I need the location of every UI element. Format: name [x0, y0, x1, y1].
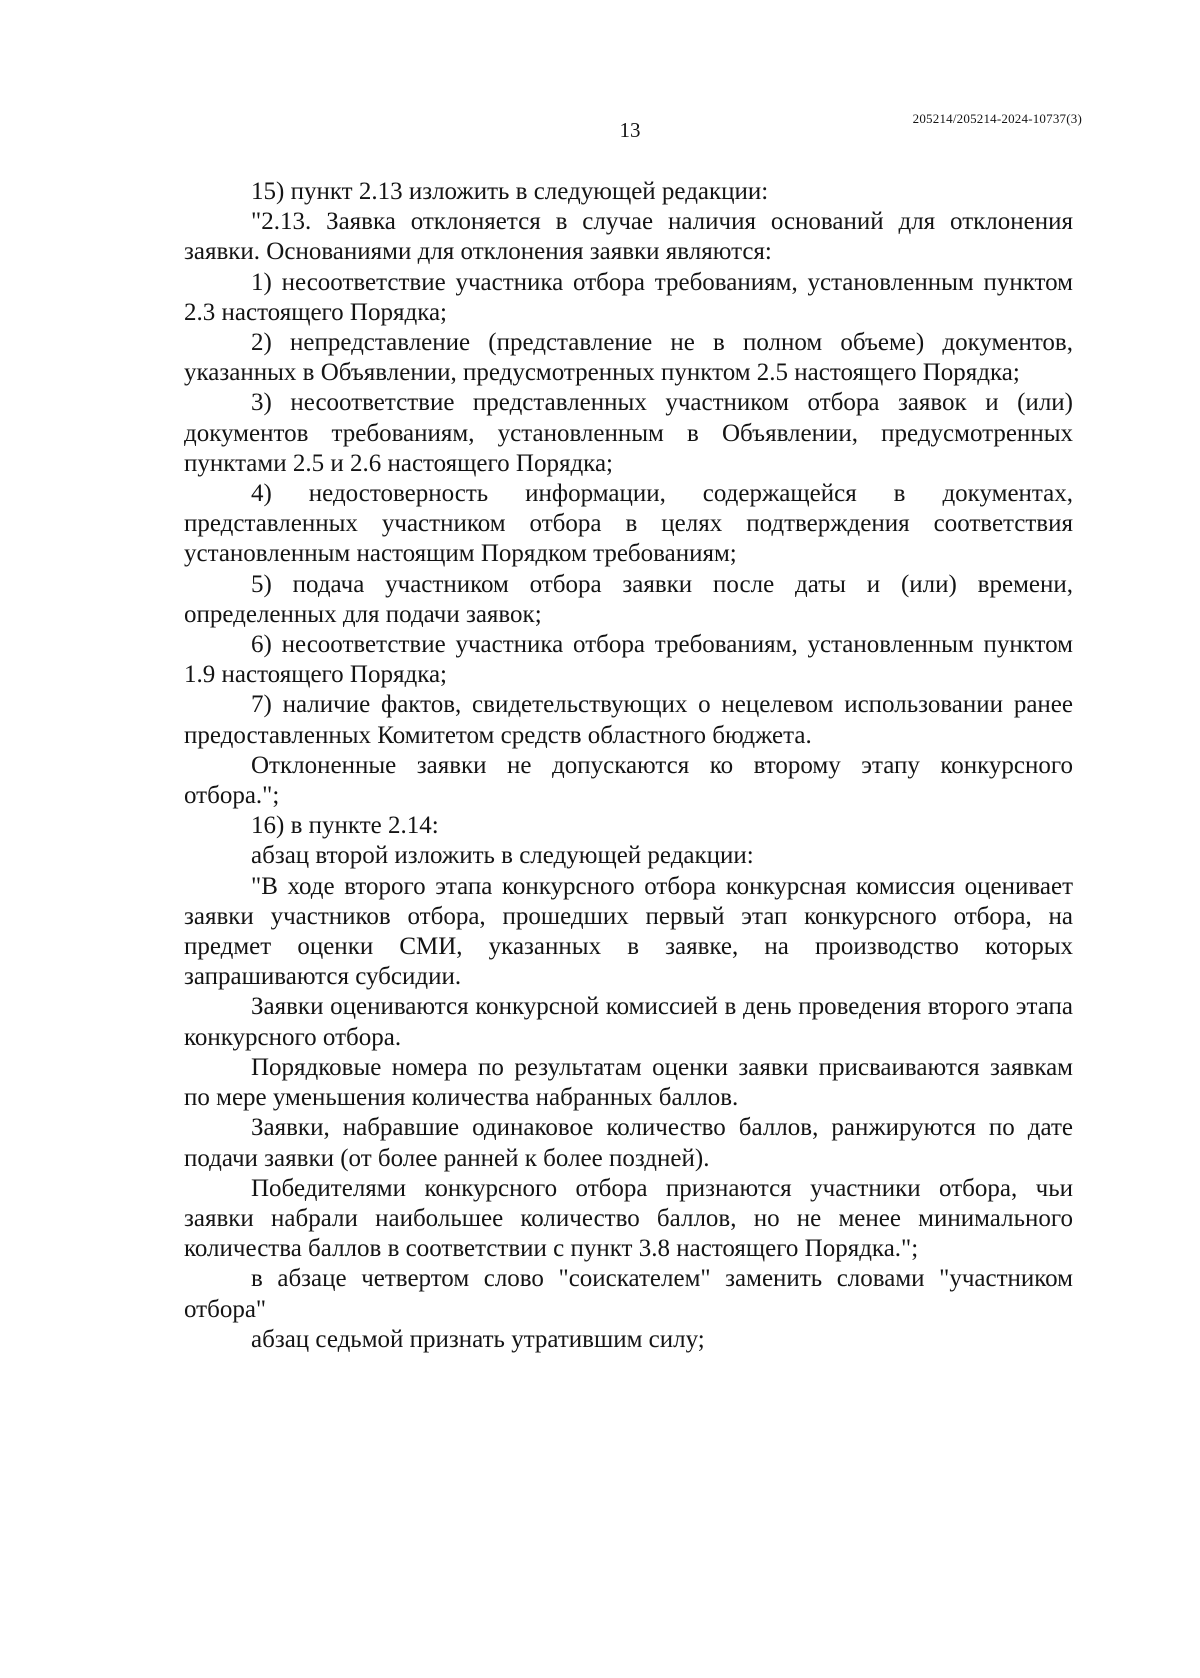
paragraph: 4) недостоверность информации, содержащейся в документах, представленных участником отбора в целях подтверждения соответствия установленным настоящим Порядком требованиям; — [184, 480, 1073, 568]
paragraph: Заявки, набравшие одинаковое количество баллов, ранжируются по дате подачи заявки (от более ранней к более поздней). — [184, 1114, 1073, 1172]
paragraph: 7) наличие фактов, свидетельствующих о нецелевом использовании ранее предоставленных Комитетом средств областного бюджета. — [184, 691, 1073, 749]
paragraph: "2.13. Заявка отклоняется в случае наличия оснований для отклонения заявки. Основаниями для отклонения заявки являются: — [184, 208, 1073, 266]
paragraph: 5) подача участником отбора заявки после даты и (или) времени, определенных для подачи заявок; — [184, 570, 1073, 628]
paragraph: в абзаце четвертом слово "соискателем" заменить словами "участником отбора" — [184, 1265, 1073, 1323]
paragraph: 2) непредставление (представление не в полном объеме) документов, указанных в Объявлении, предусмотренных пунктом 2.5 настоящего Порядка; — [184, 329, 1073, 387]
paragraph: Порядковые номера по результатам оценки заявки присваиваются заявкам по мере уменьшения количества набранных баллов. — [184, 1053, 1073, 1112]
paragraph: абзац седьмой признать утратившим силу; — [251, 1325, 705, 1353]
paragraph: абзац второй изложить в следующей редакции: — [251, 842, 754, 870]
paragraph: Заявки оцениваются конкурсной комиссией в день проведения второго этапа конкурсного отбора. — [184, 993, 1073, 1051]
paragraph: 16) в пункте 2.14: — [251, 812, 439, 840]
document-body — [184, 177, 1073, 1355]
paragraph: "В ходе второго этапа конкурсного отбора конкурсная комиссия оценивает заявки участников отбора, прошедших первый этап конкурсного отбора, на предмет оценки СМИ, указанных в заявке, на производство которых запрашиваются субсидии. — [184, 872, 1073, 991]
page-number: 13 — [619, 118, 641, 142]
paragraph: 1) несоответствие участника отбора требованиям, установленным пунктом 2.3 настоящего Порядка; — [184, 268, 1073, 326]
paragraph: 15) пункт 2.13 изложить в следующей редакции: — [251, 178, 769, 205]
paragraph: Победителями конкурсного отбора признаются участники отбора, чьи заявки набрали наибольшее количество баллов, но не менее минимального количества баллов в соответствии с пункт 3.8 настоящего Порядка."; — [184, 1174, 1073, 1263]
document-id: 205214/205214-2024-10737(3) — [912, 111, 1082, 126]
paragraph: 6) несоответствие участника отбора требованиям, установленным пунктом 1.9 настоящего Порядка; — [184, 631, 1073, 689]
paragraph: Отклоненные заявки не допускаются ко второму этапу конкурсного отбора."; — [184, 751, 1073, 810]
paragraph: 3) несоответствие представленных участником отбора заявок и (или) документов требованиям, установленным в Объявлении, предусмотренных пунктами 2.5 и 2.6 настоящего Порядка; — [184, 389, 1073, 477]
